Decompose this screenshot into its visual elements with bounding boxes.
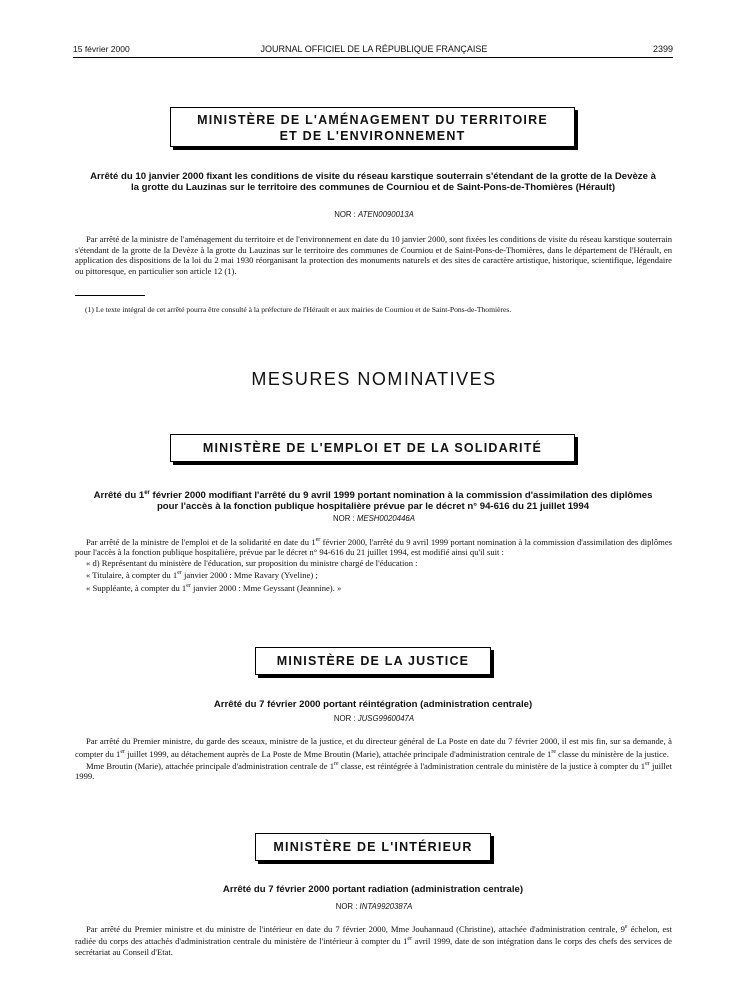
body-paragraph <box>75 535 672 558</box>
ministry-box-justice <box>255 647 491 675</box>
decree-title-karst: Arrêté du 10 janvier 2000 fixant les conditions de visite du réseau karstique souterrain s'étendant de la grotte de la Devèze à la grotte du Lauzinas sur le territoire des communes de Courniou et de Saint-Pons-de-Thomières (Hérault) <box>90 171 656 193</box>
quote-line <box>75 581 672 593</box>
text: janvier 2000 : Mme Ravary (Yveline) ; <box>181 570 318 581</box>
ministry-title: MINISTÈRE DE L'EMPLOI ET DE LA SOLIDARITÉ <box>202 441 543 455</box>
sup: er <box>177 570 182 577</box>
page-date: 15 février 2000 <box>73 44 130 54</box>
text: Par arrêté de la ministre de l'emploi et de la solidarité en date du 1 <box>86 536 316 547</box>
text: classe, est réintégrée à l'administration centrale du ministère de la justice à compter du 1 <box>338 760 646 771</box>
decree-title-radiation: Arrêté du 7 février 2000 portant radiation (administration centrale) <box>222 884 524 895</box>
section-heading: MESURES NOMINATIVES <box>251 369 497 389</box>
nor-code: JUSG9960047A <box>357 714 415 723</box>
decree-title-assimilation <box>90 488 656 512</box>
page-number: 2399 <box>652 44 673 54</box>
journal-title: JOURNAL OFFICIEL DE LA RÉPUBLIQUE FRANÇAISE <box>260 44 488 54</box>
body-paragraph: Par arrêté de la ministre de l'aménagement du territoire et de l'environnement en date du 10 janvier 2000, sont fixées les conditions de visite du réseau karstique souterrain s'étendant de la grotte de la Devèze à la grotte du Lauzinas sur le territoire des communes de Courniou et de Saint-Pons-de-Thomières, dans le département de l'Hérault, en application des dispositions de la loi du 2 mai 1930 réorganisant la protection des monuments naturels et des sites de caractère artistique, historique, scientifique, légendaire ou pittoresque, en particulier son article 12 (1). <box>75 234 672 276</box>
text: juillet 1999. <box>75 760 673 782</box>
text: Mme Broutin (Marie), attachée principale d'administration centrale de 1 <box>86 760 335 771</box>
header-rule <box>73 57 673 58</box>
text: février 2000, l'arrêté du 9 avril 1999 portant nomination à la commission d'assimilation des diplômes pour l'accès à la fonction publique hospitalière, prévue par le décret n° 94-616 du 21 juillet 1994, est modifié ainsi qu'il suit : <box>75 536 672 558</box>
ministry-title-line1: MINISTÈRE DE L'AMÉNAGEMENT DU TERRITOIRE <box>197 113 548 127</box>
sup: er <box>186 582 191 589</box>
body-paragraph <box>75 759 672 782</box>
decree-body-radiation <box>75 922 672 957</box>
title-part: février 2000 modifiant l'arrêté du 9 avril 1999 portant nomination à la commission d'assimilation des diplômes pour l'accès à la fonction publique hospitalière prévue par le décret n° 94-616 du 21 juillet 1994 <box>149 490 653 512</box>
decree-body-karst <box>75 234 672 276</box>
text: janvier 2000 : Mme Geyssant (Jeannine). » <box>190 582 342 593</box>
sup: e <box>624 924 628 930</box>
text: Par arrêté du Premier ministre et du ministre de l'intérieur en date du 7 février 2000, Mme Jouhannaud (Christine), attachée d'administration centrale, 9 <box>86 923 625 934</box>
nor-label: NOR : <box>333 514 355 523</box>
sup: re <box>334 760 339 767</box>
text: échelon, est radiée du corps des attachés d'administration centrale du ministère de l'intérieur à compter du 1 <box>75 923 672 947</box>
body-paragraph <box>75 736 672 759</box>
ministry-box-environnement <box>170 107 575 147</box>
footnote: (1) Le texte intégral de cet arrêté pourra être consulté à la préfecture de l'Hérault et aux mairies de Courniou et de Saint-Pons-de-Thomières. <box>85 305 512 314</box>
text: Par arrêté du Premier ministre, du garde des sceaux, ministre de la justice, et du directeur général de La Poste en date du 7 février 2000, il est mis fin, sur sa demande, à compter du 1 <box>75 736 672 759</box>
decree-body-assimilation <box>75 535 672 593</box>
sup: er <box>315 537 321 543</box>
nor-reference <box>0 514 748 523</box>
nor-label: NOR : <box>334 210 356 219</box>
ministry-box-emploi <box>170 434 575 462</box>
nor-label: NOR : <box>335 902 358 911</box>
text: avril 1999, date de son intégration dans le corps des chefs des services de secrétariat au Conseil d'Etat. <box>75 936 672 957</box>
quote-line: « d) Représentant du ministère de l'éducation, sur proposition du ministre chargé de l'éducation : <box>86 557 418 568</box>
quote-line <box>75 568 672 580</box>
sup: er <box>120 748 126 755</box>
ministry-title: MINISTÈRE DE L'INTÉRIEUR <box>273 840 473 854</box>
ministry-box-interieur <box>255 833 491 861</box>
nor-code: INTA9920387A <box>359 902 413 911</box>
title-part: Arrêté du 1 <box>93 490 145 502</box>
decree-title-reintegration: Arrêté du 7 février 2000 portant réintégration (administration centrale) <box>213 699 533 710</box>
nor-code: MESH0020446A <box>356 514 415 523</box>
text: classe du ministère de la justice. <box>556 748 669 759</box>
text: « Titulaire, à compter du 1 <box>86 570 178 581</box>
ministry-title-line2: ET DE L'ENVIRONNEMENT <box>279 129 466 143</box>
text: juillet 1999, au détachement auprès de La Poste de Mme Broutin (Marie), attachée principale d'administration centrale de 1 <box>125 748 552 759</box>
sup: er <box>645 760 650 767</box>
title-sup: er <box>144 490 150 496</box>
nor-reference <box>0 210 748 219</box>
body-paragraph <box>75 922 672 957</box>
sup: er <box>407 936 413 943</box>
nor-reference <box>0 902 748 911</box>
decree-body-reintegration <box>75 736 672 782</box>
nor-code: ATEN0090013A <box>358 210 414 219</box>
text: « Suppléante, à compter du 1 <box>86 582 187 593</box>
nor-label: NOR : <box>333 714 356 723</box>
footnote-rule <box>75 295 145 296</box>
nor-reference <box>0 714 748 723</box>
ministry-title: MINISTÈRE DE LA JUSTICE <box>276 654 470 668</box>
sup: re <box>551 748 557 755</box>
